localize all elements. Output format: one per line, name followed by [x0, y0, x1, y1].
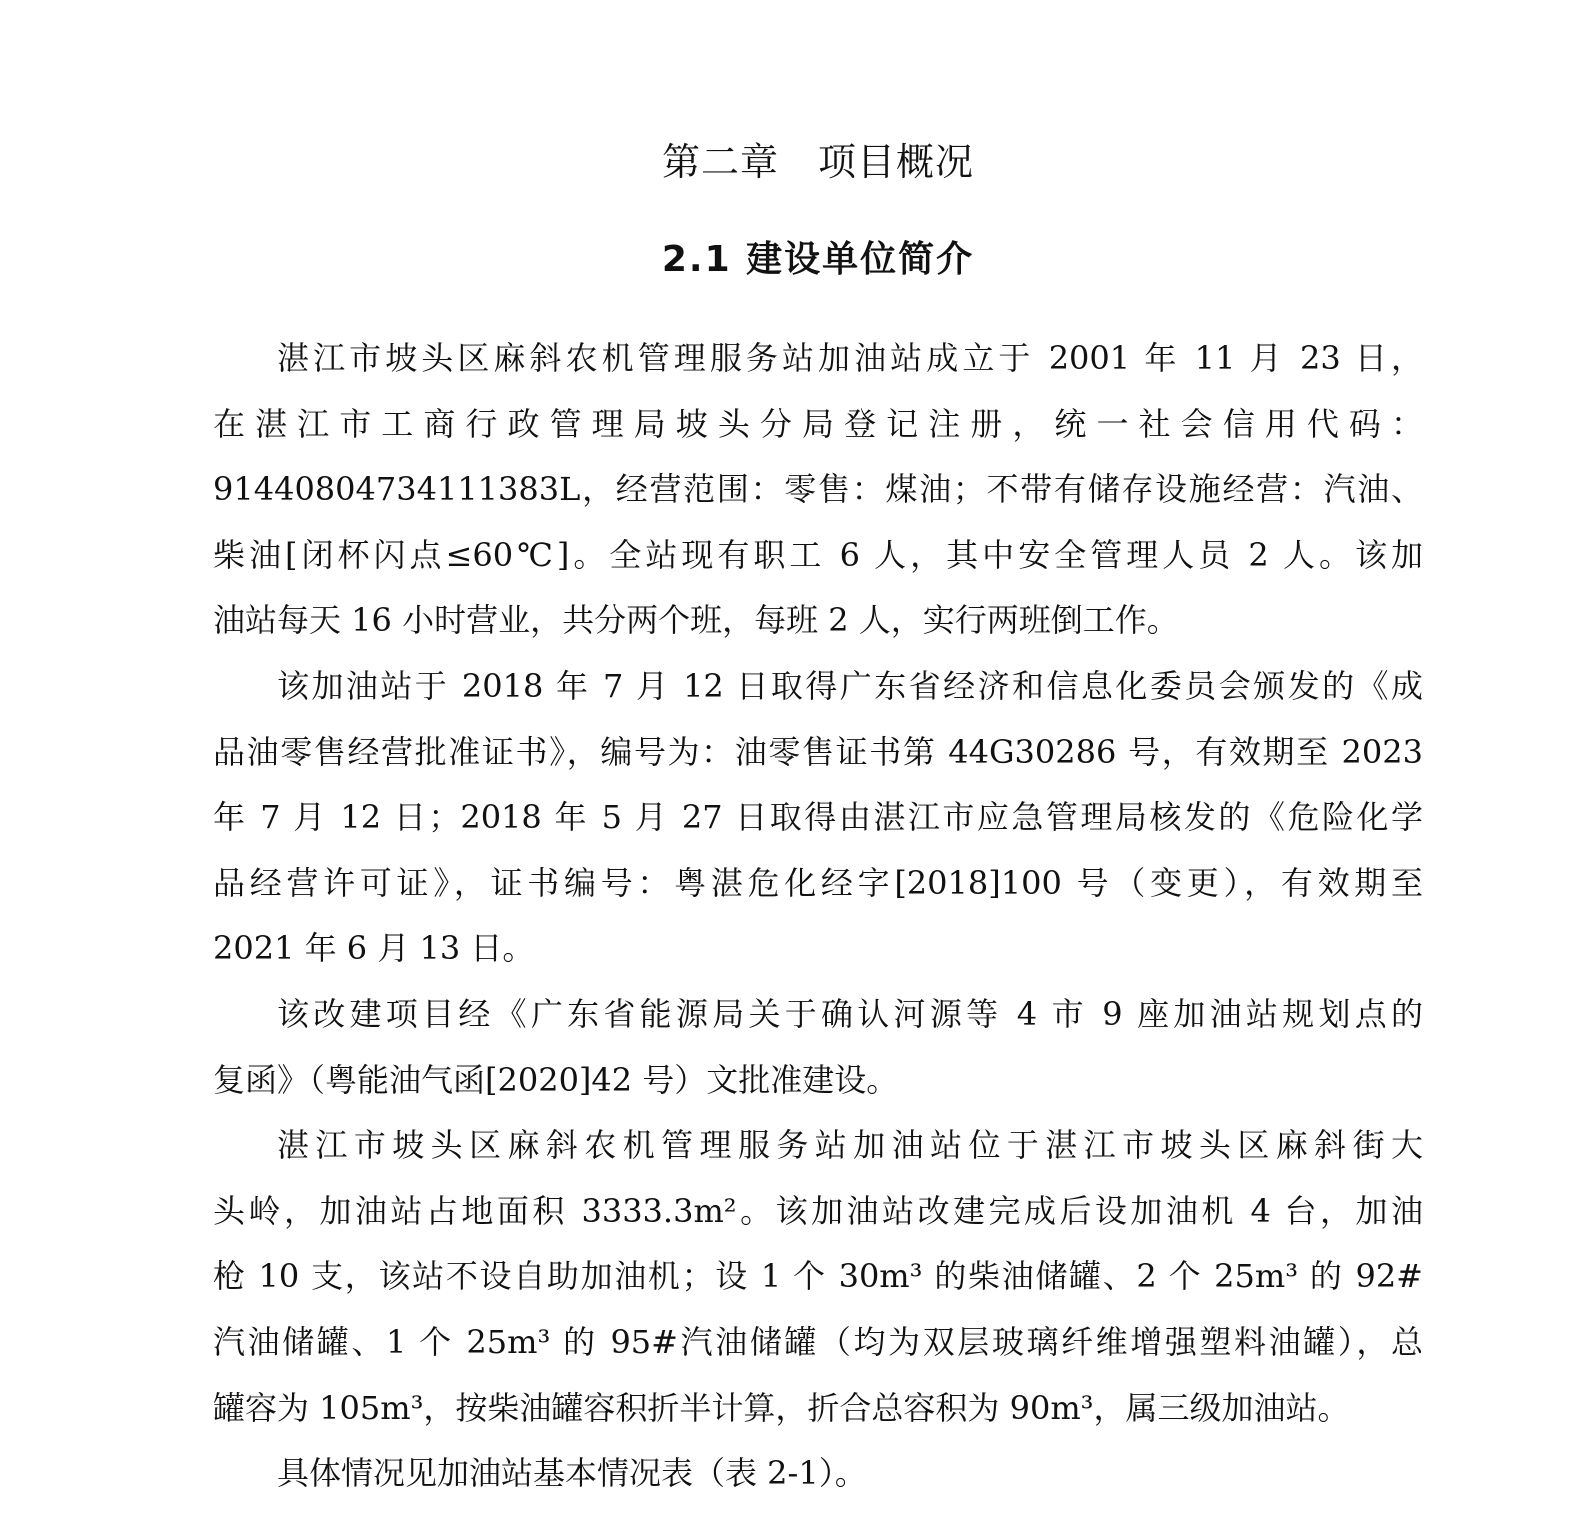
paragraph-approval	[213, 982, 1423, 1113]
paragraph-company-intro	[213, 326, 1423, 654]
section-title: 2.1 建设单位简介	[661, 239, 975, 280]
paragraph-line: 该改建项目经《广东省能源局关于确认河源等 4 市 9 座加油站规划点的	[277, 994, 1423, 1033]
paragraph-licenses	[213, 654, 1423, 982]
paragraph-line: 品油零售经营批准证书》，编号为：油零售证书第 44G30286 号，有效期至 2023	[213, 732, 1423, 771]
paragraph-line: 在湛江市工商行政管理局坡头分局登记注册，统一社会信用代码：	[213, 404, 1423, 443]
paragraph-line: 枪 10 支，该站不设自助加油机；设 1 个 30m³ 的柴油储罐、2 个 25m³ 的 92#	[213, 1257, 1423, 1296]
paragraph-line: 柴油[闭杯闪点≤60℃]。全站现有职工 6 人，其中安全管理人员 2 人。该加	[213, 535, 1423, 574]
paragraph-line: 复函》（粤能油气函[2020]42 号）文批准建设。	[213, 1060, 899, 1099]
paragraph-line: 油站每天 16 小时营业，共分两个班，每班 2 人，实行两班倒工作。	[213, 601, 1179, 640]
paragraph-line: 具体情况见加油站基本情况表（表 2-1）。	[277, 1454, 867, 1493]
paragraph-line: 该加油站于 2018 年 7 月 12 日取得广东省经济和信息化委员会颁发的《成	[277, 666, 1423, 705]
paragraph-line: 年 7 月 12 日；2018 年 5 月 27 日取得由湛江市应急管理局核发的《危险化学	[213, 798, 1423, 837]
paragraph-line: 头岭，加油站占地面积 3333.3m²。该加油站改建完成后设加油机 4 台，加油	[213, 1191, 1423, 1230]
paragraph-table-reference	[213, 1441, 1423, 1507]
paragraph-station-details	[213, 1113, 1423, 1441]
paragraph-line: 罐容为 105m³，按柴油罐容积折半计算，折合总容积为 90m³，属三级加油站。	[213, 1388, 1350, 1427]
body-text	[213, 326, 1423, 1507]
paragraph-line: 2021 年 6 月 13 日。	[213, 929, 535, 968]
paragraph-line: 湛江市坡头区麻斜农机管理服务站加油站位于湛江市坡头区麻斜街大	[277, 1126, 1423, 1165]
chapter-title: 第二章 项目概况	[661, 140, 974, 184]
paragraph-line: 91440804734111383L，经营范围：零售：煤油；不带有储存设施经营：汽油、	[213, 470, 1423, 509]
paragraph-line: 品经营许可证》，证书编号：粤湛危化经字[2018]100 号（变更），有效期至	[213, 863, 1423, 902]
paragraph-line: 湛江市坡头区麻斜农机管理服务站加油站成立于 2001 年 11 月 23 日，	[277, 339, 1423, 377]
paragraph-line: 汽油储罐、1 个 25m³ 的 95#汽油储罐（均为双层玻璃纤维增强塑料油罐），总	[213, 1322, 1423, 1361]
